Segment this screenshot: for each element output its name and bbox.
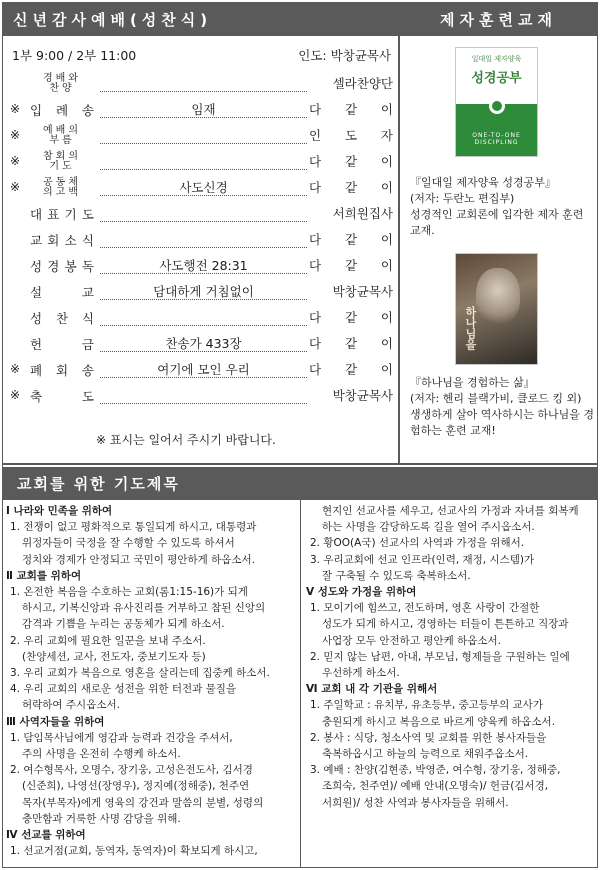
book2-desc: 생생하게 살아 역사하시는 하나님을 경험하는 훈련 교재! [410, 408, 595, 437]
book1-desc: 성경적인 교회론에 입각한 제자 훈련 교재. [410, 208, 584, 237]
book2-info [410, 375, 595, 439]
prayer-line: 4. 우리 교회의 새로운 성전을 위한 터전과 물질을 [10, 683, 237, 696]
prayer-line: 축복하옵시고 하늘의 능력으로 채워주옵소서. [322, 748, 529, 761]
book2-author: (저자: 헨리 블랙가비, 클로드 킹 외) [410, 392, 582, 405]
leader-dots [100, 74, 307, 92]
prayer-section-heading: Ⅵ 교회 내 각 기관을 위해서 [306, 683, 438, 696]
prayer-line: 주의 사명을 온전히 수행케 하소서. [22, 748, 181, 761]
order-item-detail-box [100, 360, 307, 378]
order-item-detail: 임재 [187, 102, 219, 117]
order-item-name: 입 례 송 [30, 103, 94, 118]
prayer-line: 조희숙, 천주연)/ 예배 안내(오명숙)/ 헌금(김서경, [322, 780, 549, 793]
order-item-name: 축 도 [30, 389, 94, 404]
book-cover-experiencing-god [455, 253, 538, 365]
order-item-detail-box [100, 178, 307, 196]
standing-mark: ※ [10, 128, 21, 142]
prayer-line: 충원되게 하시고 복음으로 바르게 양육케 하옵소서. [322, 715, 556, 728]
order-item-leader: 다 같 이 [309, 310, 393, 325]
worship-title: 신년감사예배(성찬식) [3, 3, 398, 36]
order-item-leader: 박창균목사 [332, 284, 393, 299]
order-item-detail-box [100, 256, 307, 274]
order-row [8, 252, 393, 278]
order-item-leader: 다 같 이 [309, 102, 393, 117]
order-row [8, 382, 393, 408]
order-item-name: 참회의 기도 [43, 151, 81, 172]
leader-dots [100, 152, 307, 170]
order-item-leader: 다 같 이 [309, 232, 393, 247]
order-row [8, 96, 393, 122]
order-item-detail-box [100, 282, 307, 300]
standing-mark: ※ [10, 154, 21, 168]
prayer-section-heading: Ⅳ 선교를 위하여 [6, 829, 86, 842]
standing-mark: ※ [10, 388, 21, 402]
prayer-line: 1. 모이기에 힘쓰고, 전도하며, 영혼 사랑이 간절한 [310, 602, 540, 615]
book1-cover-emblem-icon [489, 98, 505, 114]
standing-mark: ※ [10, 102, 21, 116]
prayer-line: 3. 우리교회에 선교 인프라(인력, 재정, 시스템)가 [310, 553, 535, 566]
prayer-title: 교회를 위한 기도제목 [3, 467, 597, 500]
order-item-leader: 다 같 이 [309, 258, 393, 273]
book1-title: 『일대일 제자양육 성경공부』 [410, 176, 556, 189]
section-divider-horizontal [3, 463, 597, 465]
prayer-line: (신준희), 나영선(장영우), 정지예(정해중), 천주연 [22, 780, 250, 793]
order-row [8, 174, 393, 200]
prayer-section-heading: Ⅰ 나라와 민족을 위하여 [6, 505, 113, 517]
order-item-detail: 담대하게 거침없이 [149, 284, 258, 299]
book2-title: 『하나님을 경험하는 삶』 [410, 376, 535, 389]
order-item-leader: 인 도 자 [309, 128, 393, 143]
prayer-line: 목자(부목자)에게 영육의 강건과 말씀의 분별, 성령의 [22, 796, 264, 809]
order-row [8, 200, 393, 226]
order-item-detail-box [100, 100, 307, 118]
prayer-left-column [6, 503, 296, 859]
order-item-leader: 다 같 이 [309, 180, 393, 195]
leader-dots [100, 204, 307, 222]
prayer-line: 하는 사명을 감당하도록 길을 열어 주시옵소서. [322, 521, 535, 534]
prayer-line: 1. 전쟁이 없고 평화적으로 통일되게 하시고, 대통령과 [10, 521, 257, 534]
order-row [8, 356, 393, 382]
prayer-line: 3. 예배 : 찬양(김현종, 박영준, 여수형, 장기웅, 정해중, [310, 764, 561, 777]
prayer-line: 허락하여 주시옵소서. [22, 699, 120, 712]
order-item-name: 대 표 기 도 [30, 207, 94, 222]
prayer-line: 서희원)/ 성찬 사역과 봉사자들을 위해서. [322, 796, 509, 809]
book1-cover-band: ONE-TO-ONE DISCIPLING [456, 104, 537, 156]
prayer-line: 감격과 기쁨을 누리는 공동체가 되게 하소서. [22, 618, 225, 631]
order-item-name: 폐 회 송 [30, 363, 94, 378]
prayer-right-column [306, 503, 596, 811]
prayer-line: 3. 우리 교회가 복음으로 영혼을 살리는데 집중케 하소서. [10, 667, 270, 680]
order-item-name: 설 교 [30, 285, 94, 300]
standing-mark: ※ [10, 362, 21, 376]
worship-order [8, 70, 393, 408]
prayer-line: (찬양세션, 교사, 전도자, 중보기도자 등) [22, 650, 206, 663]
prayer-line: 1. 주일학교 : 유치부, 유초등부, 중고등부의 교사가 [310, 699, 543, 712]
presider: 인도: 박창균목사 [298, 48, 391, 63]
prayer-line: 정치와 경제가 안정되고 국민이 평안하게 하옵소서. [22, 553, 256, 566]
order-item-name: 공동체 의고백 [43, 177, 81, 198]
order-item-leader: 다 같 이 [309, 336, 393, 351]
books-title: 제자훈련교재 [400, 3, 597, 36]
order-item-leader: 서희원집사 [332, 206, 393, 221]
prayer-line: 2. 황OO(A국) 선교사의 사역과 가정을 위해서. [310, 537, 525, 550]
leader-dots [100, 126, 307, 144]
prayer-line: 2. 믿지 않는 남편, 아내, 부모님, 형제들을 구원하는 일에 [310, 650, 570, 663]
book1-cover-subtitle: 일대일 제자양육 [471, 55, 522, 63]
leader-dots [100, 308, 307, 326]
order-row [8, 330, 393, 356]
prayer-line: 잘 구축될 수 있도록 축복하소서. [322, 569, 471, 582]
prayer-line: 1. 온전한 복음을 수호하는 교회(롬1:15-16)가 되게 [10, 586, 248, 599]
order-row [8, 304, 393, 330]
order-item-leader: 셀라찬양단 [332, 76, 393, 91]
leader-dots [100, 386, 307, 404]
order-row [8, 148, 393, 174]
order-item-leader: 다 같 이 [309, 362, 393, 377]
service-times: 1부 9:00 / 2부 11:00 [12, 48, 137, 63]
order-item-leader: 박창균목사 [332, 388, 393, 403]
prayer-section-heading: Ⅲ 사역자들을 위하여 [6, 715, 105, 728]
order-row [8, 70, 393, 96]
book-cover-discipling [455, 47, 538, 157]
prayer-line: 1. 선교거점(교회, 동역자, 동역자)이 확보되게 하시고, [10, 845, 258, 858]
order-item-leader: 다 같 이 [309, 154, 393, 169]
order-item-name: 헌 금 [30, 337, 94, 352]
order-row [8, 226, 393, 252]
order-item-detail-box [100, 334, 307, 352]
prayer-line: 하시고, 기복신앙과 유사진리를 거부하고 참된 신앙의 [22, 602, 266, 615]
prayer-line: 현지인 선교사를 세우고, 선교사의 가정과 자녀를 회복케 [322, 505, 579, 517]
book2-cover-title: 하나님을 [464, 306, 477, 350]
prayer-section-heading: Ⅱ 교회를 위하여 [6, 569, 82, 582]
order-item-name: 성 경 봉 독 [30, 259, 94, 274]
prayer-line: 2. 봉사 : 식당, 청소사역 및 교회를 위한 봉사자들을 [310, 731, 547, 744]
book1-cover-title: 성경공부 [471, 71, 522, 86]
order-item-name: 성 찬 식 [30, 311, 94, 326]
order-item-name: 예배의 부름 [43, 125, 81, 146]
prayer-line: 2. 우리 교회에 필요한 일꾼을 보내 주소서. [10, 634, 206, 647]
order-row [8, 278, 393, 304]
order-item-name: 교 회 소 식 [30, 233, 94, 248]
book1-author: (저자: 두란노 편집부) [410, 192, 515, 205]
book2-cover-portrait [476, 268, 520, 324]
prayer-line: 2. 여수형목사, 오명수, 장기웅, 고성은전도사, 김서경 [10, 764, 253, 777]
order-item-detail: 사도신경 [175, 180, 231, 195]
order-item-detail: 찬송가 433장 [161, 336, 245, 351]
prayer-line: 우선하게 하소서. [322, 667, 400, 680]
prayer-line: 충만함과 거룩한 사명 감당을 위해. [22, 812, 181, 825]
section-divider-vertical [398, 3, 400, 465]
order-item-name: 경배와 찬양 [43, 73, 81, 94]
standing-note: ※ 표시는 일어서 주시기 바랍니다. [96, 433, 276, 447]
prayer-line: 위정자들이 국정을 잘 수행할 수 있도록 하셔서 [22, 537, 235, 550]
prayer-line: 1. 담임목사님에게 영감과 능력과 건강을 주셔서, [10, 731, 233, 744]
order-item-detail: 사도행전 28:31 [155, 258, 251, 273]
prayer-section-heading: Ⅴ 성도와 가정을 위하여 [306, 586, 417, 599]
prayer-line: 사업장 모두 안전하고 평안케 하옵소서. [322, 634, 501, 647]
order-row [8, 122, 393, 148]
leader-dots [100, 230, 307, 248]
order-item-detail: 여기에 모인 우리 [153, 362, 253, 377]
prayer-line: 성도가 되게 하시고, 경영하는 터들이 튼튼하고 직장과 [322, 618, 569, 631]
book1-info [410, 175, 595, 239]
prayer-column-divider [300, 500, 301, 867]
standing-mark: ※ [10, 180, 21, 194]
